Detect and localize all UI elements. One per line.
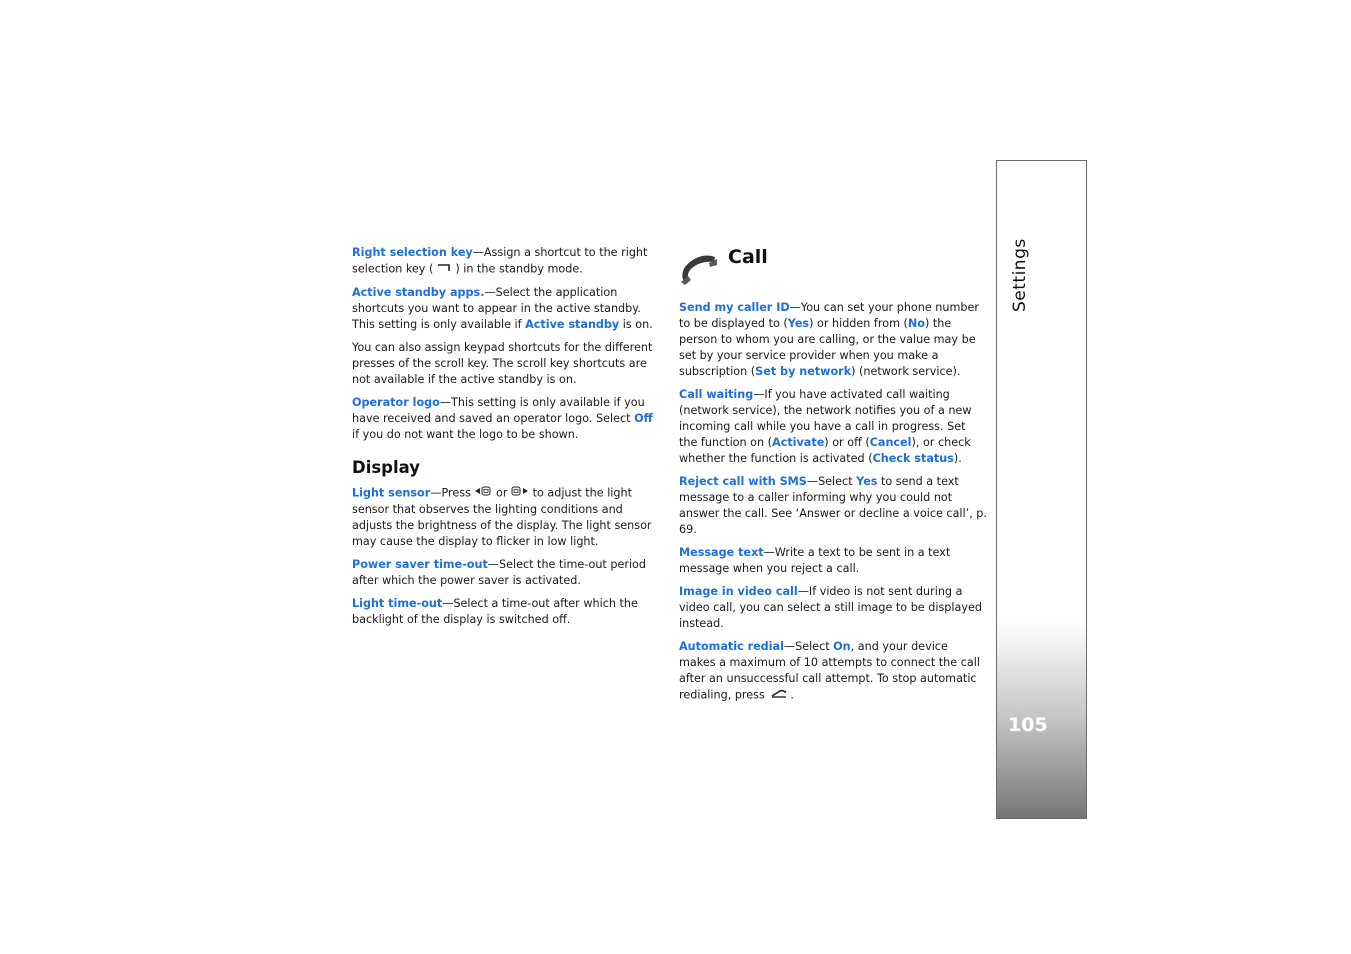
text: to send a text message to a caller informing why you could not answer the call. See ‘Answer or decline a voice call’, p. 69.: [679, 475, 987, 536]
keyword-active-standby: Active standby: [525, 318, 620, 331]
light-timeout-paragraph: [352, 596, 660, 628]
end-key-icon: [768, 687, 790, 704]
phone-handset-icon: [679, 249, 719, 287]
text: ) or hidden from (: [809, 317, 908, 330]
message-text-paragraph: [679, 545, 987, 577]
keyword-no: No: [907, 317, 925, 330]
display-heading: Display: [352, 458, 421, 477]
text: —Write a text to be sent in a text message when you reject a call.: [679, 546, 951, 575]
keyword-power-saver-timeout: Power saver time-out: [352, 558, 488, 571]
keyword-call-waiting: Call waiting: [679, 388, 754, 401]
keyword-automatic-redial: Automatic redial: [679, 640, 784, 653]
scroll-right-icon: [511, 485, 529, 502]
text: ) or off (: [824, 436, 870, 449]
keyword-cancel: Cancel: [869, 436, 912, 449]
text: .: [790, 688, 794, 702]
text: to adjust the light sensor that observes the lighting conditions and adjusts the brightness of the display. The light sensor may cause the display to flicker in low light.: [352, 486, 652, 548]
call-section-header: [679, 245, 987, 300]
active-standby-apps-paragraph: [352, 285, 660, 333]
keyword-image-in-video-call: Image in video call: [679, 585, 798, 598]
text: ) in the standby mode.: [455, 262, 583, 276]
keyword-send-my-caller-id: Send my caller ID: [679, 301, 790, 314]
keyword-reject-call-with-sms: Reject call with SMS: [679, 475, 807, 488]
right-column: [679, 245, 987, 711]
keyword-active-standby-apps: Active standby apps.: [352, 286, 485, 299]
send-caller-id-paragraph: [679, 300, 987, 380]
keyword-on: On: [833, 640, 851, 653]
call-heading: Call: [728, 246, 768, 268]
text: is on.: [619, 318, 653, 331]
text: —This setting is only available if you have received and saved an operator logo. Select: [352, 396, 645, 425]
text: —Assign a shortcut to the right selection key (: [352, 246, 648, 276]
light-sensor-paragraph: [352, 485, 660, 550]
text: —Select: [806, 475, 857, 488]
section-tab-label: Settings: [1010, 238, 1030, 312]
text: ) (network service).: [851, 365, 961, 378]
reject-call-sms-paragraph: [679, 474, 987, 538]
text: or: [492, 486, 512, 500]
text: if you do not want the logo to be shown.: [352, 428, 579, 441]
text: —Select the application shortcuts you want to appear in the active standby. This setting is only available if: [352, 286, 641, 331]
text: ), or check whether the function is activated (: [679, 436, 971, 465]
call-waiting-paragraph: [679, 387, 987, 467]
right-selection-key-paragraph: [352, 245, 660, 278]
keyword-operator-logo: Operator logo: [352, 396, 440, 409]
power-saver-timeout-paragraph: [352, 557, 660, 589]
text: ).: [953, 452, 962, 465]
scroll-left-icon: [474, 485, 492, 502]
keyword-light-timeout: Light time-out: [352, 597, 443, 610]
right-selection-key-icon: [433, 261, 455, 278]
keyword-off: Off: [634, 412, 653, 425]
keypad-shortcuts-paragraph: You can also assign keypad shortcuts for the different presses of the scroll key. The scroll key shortcuts are not available if the active standby is on.: [352, 341, 653, 386]
keyword-yes-sms: Yes: [856, 475, 878, 488]
text: ) the person to whom you are calling, or the value may be set by your service provider when you make a subscription (: [679, 317, 976, 378]
text: —Select a time-out after which the backlight of the display is switched off.: [352, 597, 638, 626]
keyword-check-status: Check status: [872, 452, 954, 465]
keyword-activate: Activate: [772, 436, 825, 449]
text: —If video is not sent during a video call, you can select a still image to be displayed instead.: [679, 585, 982, 630]
keyword-set-by-network: Set by network: [755, 365, 852, 378]
automatic-redial-paragraph: [679, 639, 987, 704]
keyword-right-selection-key: Right selection key: [352, 246, 473, 259]
left-column: [352, 245, 660, 635]
text: —You can set your phone number to be displayed to (: [679, 301, 979, 330]
page-number: 105: [1008, 714, 1048, 736]
text: —Select: [783, 640, 834, 653]
text: —Press: [430, 486, 475, 500]
text: , and your device makes a maximum of 10 attempts to connect the call after an unsuccessful call attempt. To stop automatic redialing, press: [679, 640, 980, 702]
keyword-light-sensor: Light sensor: [352, 486, 431, 500]
operator-logo-paragraph: [352, 395, 660, 443]
keyword-message-text: Message text: [679, 546, 764, 559]
text: —Select the time-out period after which the power saver is activated.: [352, 558, 647, 587]
image-in-video-call-paragraph: [679, 584, 987, 632]
text: —If you have activated call waiting (network service), the network notifies you of a new incoming call while you have a call in progress. Set the function on (: [679, 388, 972, 449]
keyword-yes: Yes: [787, 317, 810, 330]
